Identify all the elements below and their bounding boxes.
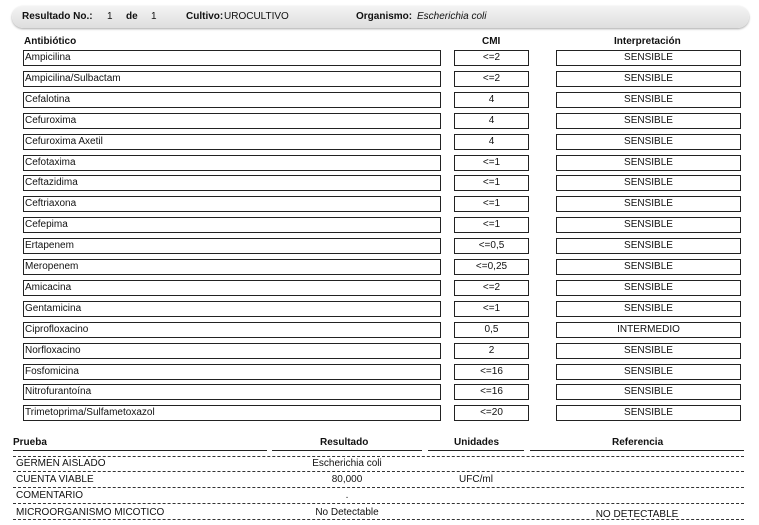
resultado-column-header: Resultado: [320, 437, 369, 448]
antibiotic-name: Cefuroxima Axetil: [23, 134, 441, 150]
antibiotic-name: Ciprofloxacino: [23, 322, 441, 338]
interpretation-value: INTERMEDIO: [556, 322, 741, 338]
antibiotic-name: Cefalotina: [23, 92, 441, 108]
interpretation-value: SENSIBLE: [556, 384, 741, 400]
organismo-value: Escherichia coli: [417, 11, 487, 22]
cmi-value: 0,5: [454, 322, 529, 338]
antibiotic-name: Norfloxacino: [23, 343, 441, 359]
antibiotic-name: Ampicilina: [23, 50, 441, 66]
antibiotic-name: Cefuroxima: [23, 113, 441, 129]
interpretation-value: SENSIBLE: [556, 280, 741, 296]
resultado-value: .: [345, 490, 349, 501]
cmi-column-header: CMI: [482, 36, 501, 47]
cmi-value: 4: [454, 113, 529, 129]
prueba-name: COMENTARIO: [16, 490, 84, 501]
antibiotico-column-header: Antibiótico: [24, 36, 77, 47]
antibiotic-name: Fosfomicina: [23, 364, 441, 380]
header-underline: [272, 450, 422, 451]
resultado-value: 80,000: [331, 474, 363, 485]
antibiotic-name: Cefepima: [23, 217, 441, 233]
interpretation-value: SENSIBLE: [556, 196, 741, 212]
resultado-label: Resultado No.:: [22, 11, 93, 22]
cmi-value: <=1: [454, 175, 529, 191]
header-underline: [13, 450, 267, 451]
prueba-name: CUENTA VIABLE: [16, 474, 94, 485]
antibiotic-name: Ceftriaxona: [23, 196, 441, 212]
antibiotic-name: Ampicilina/Sulbactam: [23, 71, 441, 87]
interpretation-value: SENSIBLE: [556, 92, 741, 108]
interpretation-value: SENSIBLE: [556, 155, 741, 171]
antibiotic-name: Meropenem: [23, 259, 441, 275]
interpretacion-column-header: Interpretación: [614, 36, 681, 47]
antibiotic-name: Gentamicina: [23, 301, 441, 317]
de-label: de: [126, 11, 138, 22]
interpretation-value: SENSIBLE: [556, 301, 741, 317]
antibiotic-name: Ertapenem: [23, 238, 441, 254]
row-separator: [13, 456, 744, 457]
cmi-value: <=1: [454, 155, 529, 171]
cmi-value: <=1: [454, 196, 529, 212]
interpretation-value: SENSIBLE: [556, 259, 741, 275]
antibiotic-name: Nitrofurantoína: [23, 384, 441, 400]
cmi-value: <=0,5: [454, 238, 529, 254]
prueba-column-header: Prueba: [13, 437, 47, 448]
antibiotic-name: Cefotaxima: [23, 155, 441, 171]
organismo-label: Organismo:: [356, 11, 413, 22]
header-underline: [428, 450, 524, 451]
cmi-value: <=16: [454, 384, 529, 400]
resultado-value: No Detectable: [315, 507, 379, 518]
cultivo-label: Cultivo:: [186, 11, 224, 22]
cmi-value: <=1: [454, 217, 529, 233]
prueba-name: GERMEN AISLADO: [16, 458, 106, 469]
cmi-value: 2: [454, 343, 529, 359]
interpretation-value: SENSIBLE: [556, 217, 741, 233]
interpretation-value: SENSIBLE: [556, 405, 741, 421]
interpretation-value: SENSIBLE: [556, 175, 741, 191]
cmi-value: <=2: [454, 71, 529, 87]
antibiotic-name: Amicacina: [23, 280, 441, 296]
interpretation-value: SENSIBLE: [556, 113, 741, 129]
row-separator: [13, 503, 744, 504]
header-underline: [530, 450, 744, 451]
resultado-total: 1: [151, 11, 157, 22]
unidades-column-header: Unidades: [454, 437, 500, 448]
interpretation-value: SENSIBLE: [556, 343, 741, 359]
cmi-value: <=20: [454, 405, 529, 421]
resultado-value: Escherichia coli: [312, 458, 382, 469]
antibiotic-name: Trimetoprima/Sulfametoxazol: [23, 405, 441, 421]
cmi-value: 4: [454, 92, 529, 108]
row-separator: [13, 487, 744, 488]
prueba-name: MICROORGANISMO MICOTICO: [16, 507, 165, 518]
resultado-number: 1: [107, 11, 113, 22]
unidades-value: UFC/ml: [459, 474, 493, 485]
interpretation-value: SENSIBLE: [556, 238, 741, 254]
cmi-value: <=2: [454, 50, 529, 66]
interpretation-value: SENSIBLE: [556, 134, 741, 150]
interpretation-value: SENSIBLE: [556, 50, 741, 66]
result-header-bar: [12, 6, 749, 28]
cmi-value: <=1: [454, 301, 529, 317]
interpretation-value: SENSIBLE: [556, 364, 741, 380]
interpretation-value: SENSIBLE: [556, 71, 741, 87]
cultivo-value: UROCULTIVO: [224, 11, 289, 22]
referencia-value: NO DETECTABLE: [595, 509, 679, 520]
row-separator: [13, 471, 744, 472]
cmi-value: 4: [454, 134, 529, 150]
antibiotic-name: Ceftazidima: [23, 175, 441, 191]
cmi-value: <=2: [454, 280, 529, 296]
cmi-value: <=16: [454, 364, 529, 380]
referencia-column-header: Referencia: [612, 437, 664, 448]
cmi-value: <=0,25: [454, 259, 529, 275]
